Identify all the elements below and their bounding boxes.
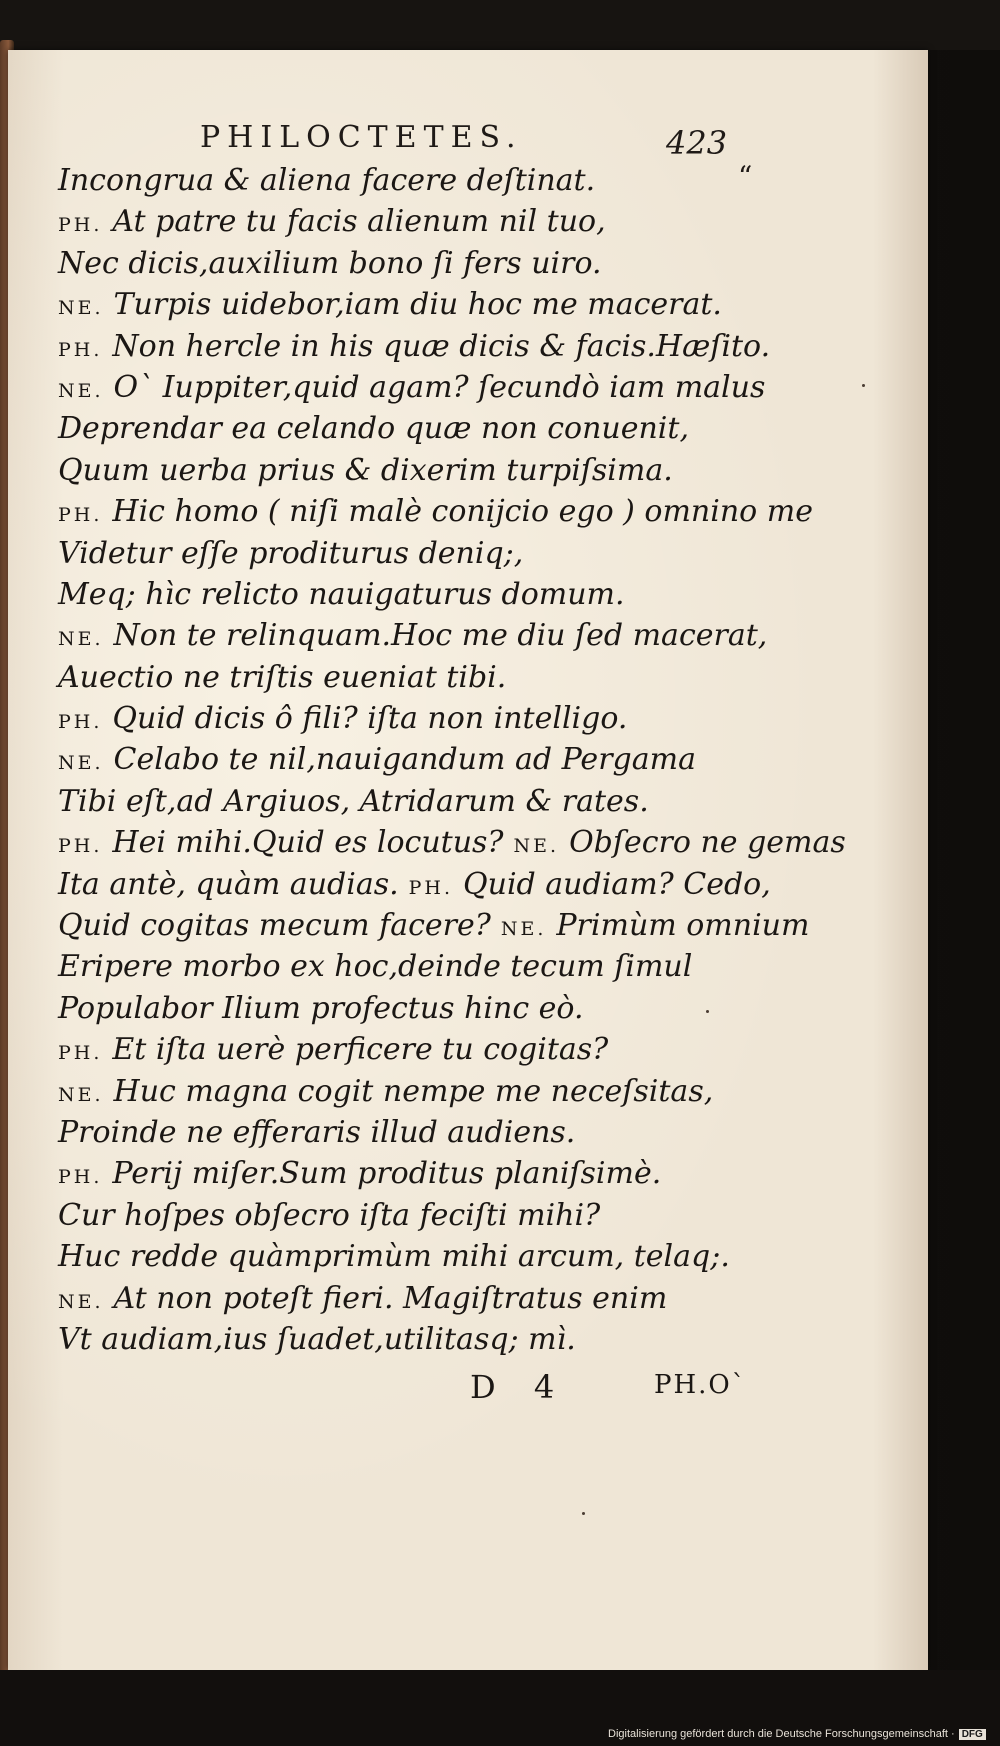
verse-text-segment: At patre tu facis alienum nil tuo, — [112, 204, 606, 240]
verse-text-segment: Deprendar ea celando quæ non conuenit, — [58, 411, 689, 447]
verse-line — [58, 1278, 778, 1319]
verse-line — [58, 160, 778, 201]
running-head: PHILOCTETES. — [200, 120, 523, 155]
speaker-label: NE. — [58, 628, 104, 651]
marginal-quote-mark: “ — [738, 160, 753, 193]
verse-line — [58, 1195, 778, 1236]
verse-text-segment: Celabo te nil,nauigandum ad Pergama — [113, 742, 696, 778]
verse-line — [58, 367, 778, 408]
verse-text-segment: Incongrua & aliena facere deſtinat. — [58, 163, 596, 198]
verse-text-segment: Primùm omnium — [556, 908, 810, 944]
verse-line — [58, 864, 778, 905]
verse-line — [58, 201, 778, 242]
verse-line — [58, 408, 778, 449]
signature-mark: D 4 — [470, 1368, 569, 1406]
verse-text-segment: Quid audiam? Cedo, — [463, 866, 771, 902]
verse-text-segment: Turpis uidebor,iam diu hoc me macerat. — [113, 287, 722, 323]
verse-line — [58, 905, 810, 946]
speaker-label: NE. — [500, 918, 547, 941]
verse-line — [58, 988, 778, 1029]
paper-speck — [706, 1010, 709, 1013]
speaker-label: PH. — [58, 214, 103, 237]
verse-text-segment: Eripere morbo ex hoc,deinde tecum ſimul — [58, 949, 693, 985]
verse-text — [58, 160, 846, 1360]
verse-line — [58, 615, 778, 656]
verse-line — [58, 781, 778, 822]
speaker-label: NE. — [58, 752, 104, 775]
verse-line — [58, 284, 778, 325]
verse-text-segment: Non hercle in his quæ dicis & facis.Hæſito. — [112, 328, 771, 364]
verse-text-segment: Videtur eſſe proditurus deniq;, — [58, 535, 524, 571]
speaker-label: PH. — [58, 504, 103, 527]
speaker-label: PH. — [58, 1166, 103, 1189]
verse-text-segment: Et iſta uerè perficere tu cogitas? — [112, 1032, 609, 1068]
verse-text-segment: Huc redde quàmprimùm mihi arcum, telaq;. — [58, 1239, 730, 1275]
verse-text-segment: Vt audiam,ius ſuadet,utilitasq; mì. — [58, 1321, 576, 1357]
verse-text-segment: Auectio ne triſtis eueniat tibi. — [58, 659, 507, 695]
verse-text-segment: Huc magna cogit nempe me neceſsitas, — [113, 1073, 714, 1109]
verse-line — [58, 1112, 778, 1153]
verse-line — [58, 739, 778, 780]
verse-line — [58, 326, 778, 367]
verse-text-segment: Populabor Ilium profectus hinc eò. — [58, 990, 584, 1026]
dfg-logo: DFG — [959, 1729, 986, 1740]
verse-text-segment: Proinde ne efferaris illud audiens. — [58, 1114, 576, 1150]
verse-line — [58, 1153, 778, 1194]
verse-line — [58, 1029, 778, 1070]
scan-top-border — [0, 0, 1000, 50]
verse-text-segment: Meq; hìc relicto nauigaturus domum. — [58, 576, 625, 612]
speaker-label: PH. — [58, 711, 103, 734]
speaker-label: NE. — [58, 1083, 104, 1106]
verse-text-segment: O` Iuppiter,quid agam? ſecundò iam malus — [113, 369, 766, 405]
verse-text-segment: Hic homo ( niſi malè conijcio ego ) omnino me — [112, 494, 813, 530]
verse-text-segment: At non poteſt fieri. Magiſtratus enim — [113, 1280, 668, 1316]
verse-text-segment: Non te relinquam.Hoc me diu ſed macerat, — [113, 618, 768, 654]
verse-text-segment: Hei mihi.Quid es locutus? — [112, 825, 504, 861]
verse-text-segment: Tibi eſt,ad Argiuos, Atridarum & rates. — [58, 783, 649, 819]
speaker-label: PH. — [58, 835, 103, 858]
digitization-credit — [608, 1728, 986, 1740]
speaker-label: PH. — [58, 338, 103, 361]
speaker-label: NE. — [513, 835, 560, 858]
verse-text-segment: Quid dicis ô fili? iſta non intelligo. — [112, 701, 628, 737]
verse-line — [58, 1071, 778, 1112]
verse-line — [58, 533, 778, 574]
verse-line — [58, 574, 778, 615]
page-number: 423 — [666, 124, 728, 162]
verse-line — [58, 1236, 778, 1277]
verse-text-segment: Obſecro ne gemas — [569, 825, 846, 861]
speaker-label: NE. — [58, 379, 104, 402]
verse-text-segment: Cur hoſpes obſecro iſta feciſti mihi? — [58, 1197, 601, 1233]
verse-text-segment: Nec dicis,auxilium bono ſi fers uiro. — [58, 245, 602, 281]
speaker-label: NE. — [58, 1290, 104, 1313]
paper-speck — [862, 384, 865, 387]
verse-line — [58, 450, 778, 491]
catchword: PH.O` — [654, 1370, 747, 1400]
verse-text-segment: Quum uerba prius & dixerim turpiſsima. — [58, 452, 673, 488]
verse-line — [58, 657, 778, 698]
speaker-label: NE. — [58, 297, 104, 320]
verse-line — [58, 491, 813, 532]
paper-speck — [582, 1512, 585, 1515]
verse-line — [58, 243, 778, 284]
verse-text-segment: Perij miſer.Sum proditus planiſsimè. — [112, 1156, 662, 1192]
verse-line — [58, 1319, 778, 1360]
verse-text-segment: Ita antè, quàm audias. — [58, 866, 399, 902]
verse-text-segment: Quid cogitas mecum facere? — [58, 908, 491, 944]
speaker-label: PH. — [408, 876, 454, 899]
credit-text: Digitalisierung gefördert durch die Deutsche Forschungsgemeinschaft · — [608, 1728, 955, 1740]
verse-line — [58, 946, 778, 987]
verse-line — [58, 822, 846, 863]
speaker-label: PH. — [58, 1042, 103, 1065]
verse-line — [58, 698, 778, 739]
